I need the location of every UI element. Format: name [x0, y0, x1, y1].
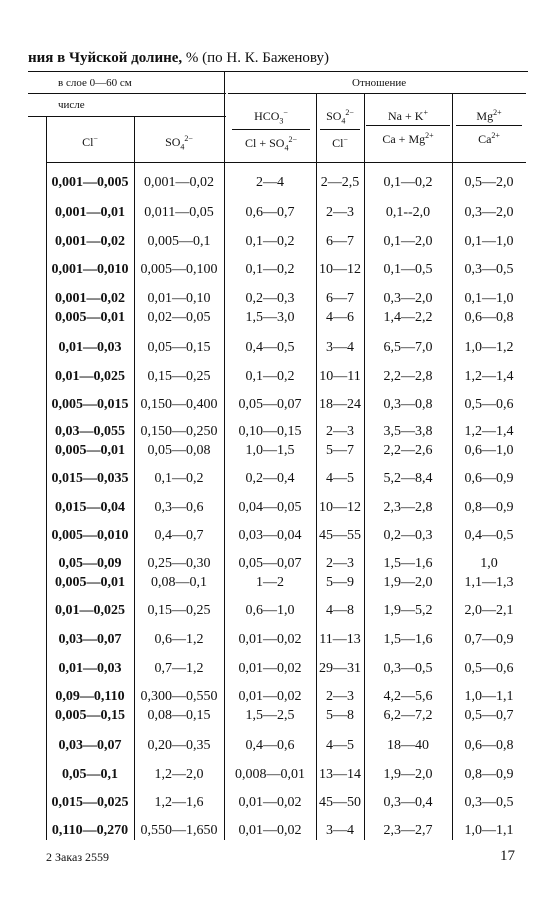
table-cell: 0,008—0,01: [235, 767, 305, 782]
table-cell: 1,0: [480, 556, 498, 571]
table-row: [46, 738, 526, 758]
table-cell: 0,01—0,02: [238, 661, 302, 676]
table-cell: 0,001—0,010: [51, 262, 129, 277]
table-cell: 5—9: [326, 575, 354, 590]
table-row: [46, 424, 526, 444]
table-cell: 1,2—1,6: [154, 795, 204, 810]
table-cell: 1,1—1,3: [464, 575, 514, 590]
table-cell: 0,4—0,5: [245, 340, 295, 355]
table-cell: 0,1—0,2: [245, 262, 295, 277]
header-number: числе: [58, 99, 85, 111]
table-cell: 0,1--2,0: [385, 205, 431, 220]
table-cell: 0,3—0,5: [383, 661, 433, 676]
table-row: [46, 234, 526, 254]
table-cell: 0,110—0,270: [51, 823, 129, 838]
table-cell: 2—3: [326, 424, 354, 439]
table-cell: 3—4: [326, 340, 354, 355]
table-cell: 0,001—0,02: [55, 234, 125, 249]
page-title-bold: ния в Чуйской долине,: [28, 50, 183, 66]
table-cell: 4—5: [326, 471, 354, 486]
table-cell: 0,08—0,15: [147, 708, 211, 723]
table-cell: 0,01—0,10: [147, 291, 211, 306]
table-cell: 0,4—0,6: [245, 738, 295, 753]
table-row: [46, 689, 526, 709]
table-cell: 5,2—8,4: [383, 471, 433, 486]
table-cell: 1,5—2,5: [245, 708, 295, 723]
table-cell: 0,005—0,01: [55, 310, 125, 325]
table-cell: 0,3—2,0: [464, 205, 514, 220]
table-cell: 0,015—0,035: [51, 471, 129, 486]
table-cell: 0,005—0,01: [55, 443, 125, 458]
table-cell: 0,6—0,7: [245, 205, 295, 220]
table-cell: 10—12: [319, 262, 361, 277]
table-cell: 0,03—0,055: [55, 424, 125, 439]
rule-top: [28, 71, 528, 72]
table-row: [46, 528, 526, 548]
table-cell: 1,0—1,5: [245, 443, 295, 458]
table-cell: 2,3—2,8: [383, 500, 433, 515]
table-cell: 0,6—0,8: [464, 738, 514, 753]
table-cell: 3—4: [326, 823, 354, 838]
table-row: [46, 556, 526, 576]
rule-number: [28, 116, 226, 117]
header-nak-top: Na + K: [388, 109, 424, 123]
table-cell: 1,0—1,1: [464, 689, 514, 704]
table-cell: 5—7: [326, 443, 354, 458]
table-cell: 0,001—0,02: [55, 291, 125, 306]
table-cell: 45—55: [319, 528, 361, 543]
table-cell: 0,005—0,100: [140, 262, 218, 277]
table-cell: 1,0—1,1: [464, 823, 514, 838]
table-row: [46, 397, 526, 417]
table-cell: 1,4—2,2: [383, 310, 433, 325]
table-row: [46, 262, 526, 282]
table-cell: 18—40: [387, 738, 429, 753]
table-cell: 11—13: [319, 632, 361, 647]
table-cell: 0,02—0,05: [147, 310, 211, 325]
table-cell: 0,05—0,1: [62, 767, 118, 782]
table-cell: 0,01—0,025: [55, 369, 125, 384]
table-cell: 1,5—1,6: [383, 632, 433, 647]
header-so4cl-top: SO: [326, 109, 342, 123]
table-cell: 0,05—0,07: [238, 397, 302, 412]
table-cell: 0,01—0,02: [238, 823, 302, 838]
table-cell: 2—2,5: [320, 175, 360, 190]
table-cell: 2—3: [326, 205, 354, 220]
table-cell: 0,150—0,400: [140, 397, 218, 412]
table-cell: 1,2—1,4: [464, 424, 514, 439]
header-hco3-ratio: $HCO_3^-$ $Cl + SO_4^{2-}$: [232, 106, 310, 155]
table-cell: 0,2—0,3: [383, 528, 433, 543]
table-cell: 0,4—0,7: [154, 528, 204, 543]
table-row: [46, 291, 526, 311]
table-cell: 0,001—0,02: [144, 175, 214, 190]
table-cell: 0,01—0,025: [55, 603, 125, 618]
table-cell: 0,04—0,05: [238, 500, 302, 515]
header-mgca-bot: Ca: [478, 132, 492, 146]
table-row: [46, 443, 526, 463]
header-mgca-top: Mg: [476, 109, 494, 123]
table-cell: 0,3—0,4: [383, 795, 433, 810]
table-cell: 2,0—2,1: [464, 603, 514, 618]
table-row: [46, 369, 526, 389]
table-cell: 0,8—0,9: [464, 767, 514, 782]
table-cell: 0,1—2,0: [383, 234, 433, 249]
table-cell: 0,4—0,5: [464, 528, 514, 543]
table-cell: 1,9—2,0: [383, 575, 433, 590]
header-layer: в слое 0—60 см: [58, 77, 132, 89]
table-cell: 0,01—0,03: [58, 661, 122, 676]
table-cell: 0,8—0,9: [464, 500, 514, 515]
table-cell: 1,5—1,6: [383, 556, 433, 571]
table-cell: 1,5—3,0: [245, 310, 295, 325]
table-cell: 4—6: [326, 310, 354, 325]
footer-order: 2 Заказ 2559: [46, 850, 110, 864]
page-number: 17: [500, 848, 515, 864]
table-cell: 29—31: [319, 661, 361, 676]
table-cell: 0,011—0,05: [144, 205, 214, 220]
table-cell: 1,0—1,2: [464, 340, 514, 355]
table-cell: 0,05—0,09: [58, 556, 122, 571]
table-cell: 0,5—0,6: [464, 661, 514, 676]
table-cell: 45—50: [319, 795, 361, 810]
table-row: [46, 205, 526, 225]
table-cell: 6,5—7,0: [383, 340, 433, 355]
table-cell: 0,6—0,9: [464, 471, 514, 486]
table-row: [46, 340, 526, 360]
table-cell: 0,5—0,6: [464, 397, 514, 412]
table-cell: 0,10—0,15: [238, 424, 302, 439]
table-cell: 0,001—0,005: [51, 175, 129, 190]
table-cell: 0,20—0,35: [147, 738, 211, 753]
page-title-rest: % (по Н. К. Баженову): [182, 50, 329, 66]
table-cell: 0,3—0,5: [464, 795, 514, 810]
table-cell: 0,1—0,2: [383, 175, 433, 190]
table-cell: 0,2—0,4: [245, 471, 295, 486]
table-cell: 0,05—0,08: [147, 443, 211, 458]
table-cell: 0,005—0,15: [55, 708, 125, 723]
table-row: [46, 603, 526, 623]
header-nak-bot: Ca + Mg: [382, 132, 426, 146]
header-hco3-bot: Cl + SO: [245, 136, 285, 151]
page-title: [28, 50, 329, 67]
table-cell: 18—24: [319, 397, 361, 412]
table-cell: 0,7—0,9: [464, 632, 514, 647]
table-cell: 0,015—0,04: [55, 500, 125, 515]
table-cell: 4,2—5,6: [383, 689, 433, 704]
table-cell: 2,2—2,8: [383, 369, 433, 384]
table-cell: 0,001—0,01: [55, 205, 125, 220]
table-cell: 0,05—0,15: [147, 340, 211, 355]
table-cell: 0,6—1,0: [245, 603, 295, 618]
header-so4-text: SO: [165, 135, 181, 149]
table-cell: 0,1—1,0: [464, 291, 514, 306]
table-cell: 0,09—0,110: [55, 689, 125, 704]
table-cell: 0,6—1,0: [464, 443, 514, 458]
table-cell: 6—7: [326, 234, 354, 249]
table-cell: 0,5—0,7: [464, 708, 514, 723]
table-cell: 0,3—0,6: [154, 500, 204, 515]
table-cell: 0,15—0,25: [147, 603, 211, 618]
table-cell: 0,7—1,2: [154, 661, 204, 676]
table-cell: 0,03—0,04: [238, 528, 302, 543]
table-cell: 0,2—0,3: [245, 291, 295, 306]
rule-ratio: [228, 93, 526, 94]
header-cl: Cl−: [82, 134, 98, 149]
table-row: [46, 823, 526, 843]
table-cell: 0,015—0,025: [51, 795, 129, 810]
table-cell: 0,08—0,1: [151, 575, 207, 590]
table-row: [46, 575, 526, 595]
table-cell: 10—12: [319, 500, 361, 515]
table-row: [46, 767, 526, 787]
table-cell: 0,01—0,02: [238, 795, 302, 810]
table-cell: 3,5—3,8: [383, 424, 433, 439]
table-cell: 6,2—7,2: [383, 708, 433, 723]
table-cell: 13—14: [319, 767, 361, 782]
table-cell: 2—3: [326, 556, 354, 571]
table-row: [46, 708, 526, 728]
table-cell: 0,01—0,03: [58, 340, 122, 355]
table-cell: 0,03—0,07: [58, 738, 122, 753]
table-cell: 0,15—0,25: [147, 369, 211, 384]
table-cell: 1,2—1,4: [464, 369, 514, 384]
table-row: [46, 310, 526, 330]
table-row: [46, 500, 526, 520]
table-cell: 2,2—2,6: [383, 443, 433, 458]
table-cell: 5—8: [326, 708, 354, 723]
table-cell: 0,1—0,2: [154, 471, 204, 486]
table-cell: 10—11: [319, 369, 361, 384]
table-cell: 0,3—2,0: [383, 291, 433, 306]
header-mgca-ratio: $Mg^{2+}$ $Ca^{2+}$: [456, 106, 522, 146]
table-cell: 2—3: [326, 689, 354, 704]
table-cell: 0,005—0,015: [51, 397, 129, 412]
table-cell: 0,03—0,07: [58, 632, 122, 647]
header-hco3-top: HCO: [254, 109, 280, 123]
table-cell: 0,6—0,8: [464, 310, 514, 325]
table-cell: 1,2—2,0: [154, 767, 204, 782]
table-row: [46, 632, 526, 652]
table-cell: 0,1—0,5: [383, 262, 433, 277]
table-cell: 0,3—0,5: [464, 262, 514, 277]
table-cell: 4—8: [326, 603, 354, 618]
header-so4cl-ratio: $SO_4^{2-}$ Cl−: [320, 106, 360, 150]
table-cell: 0,150—0,250: [140, 424, 218, 439]
table-cell: 2—4: [256, 175, 284, 190]
table-row: [46, 795, 526, 815]
table-cell: 0,1—0,2: [245, 369, 295, 384]
table-cell: 0,300—0,550: [140, 689, 218, 704]
header-so4cl-bot: Cl: [332, 136, 344, 151]
table-cell: 0,3—0,8: [383, 397, 433, 412]
table-cell: 0,1—0,2: [245, 234, 295, 249]
table-cell: 0,005—0,01: [55, 575, 125, 590]
table-cell: 2,3—2,7: [383, 823, 433, 838]
header-so4: $SO_4^{2-}$: [165, 134, 193, 152]
table-cell: 0,005—0,1: [147, 234, 211, 249]
table-cell: 0,1—1,0: [464, 234, 514, 249]
table-cell: 0,6—1,2: [154, 632, 204, 647]
table-row: [46, 661, 526, 681]
table-cell: 0,25—0,30: [147, 556, 211, 571]
rule-layer: [28, 93, 226, 94]
table-cell: 0,550—1,650: [140, 823, 218, 838]
table-cell: 0,005—0,010: [51, 528, 129, 543]
table-cell: 1,9—2,0: [383, 767, 433, 782]
table-cell: 1—2: [256, 575, 284, 590]
table-row: [46, 175, 526, 195]
table-cell: 0,05—0,07: [238, 556, 302, 571]
table-cell: 0,5—2,0: [464, 175, 514, 190]
table-cell: 0,01—0,02: [238, 632, 302, 647]
table-cell: 6—7: [326, 291, 354, 306]
header-nak-ratio: Na + K+ $Ca + Mg^{2+}$: [366, 106, 450, 146]
header-cl-text: Cl: [82, 135, 94, 149]
table-cell: 4—5: [326, 738, 354, 753]
table-cell: 1,9—5,2: [383, 603, 433, 618]
table-cell: 0,01—0,02: [238, 689, 302, 704]
table-row: [46, 471, 526, 491]
rule-header-bottom: [46, 162, 526, 163]
header-ratio: Отношение: [352, 77, 407, 89]
